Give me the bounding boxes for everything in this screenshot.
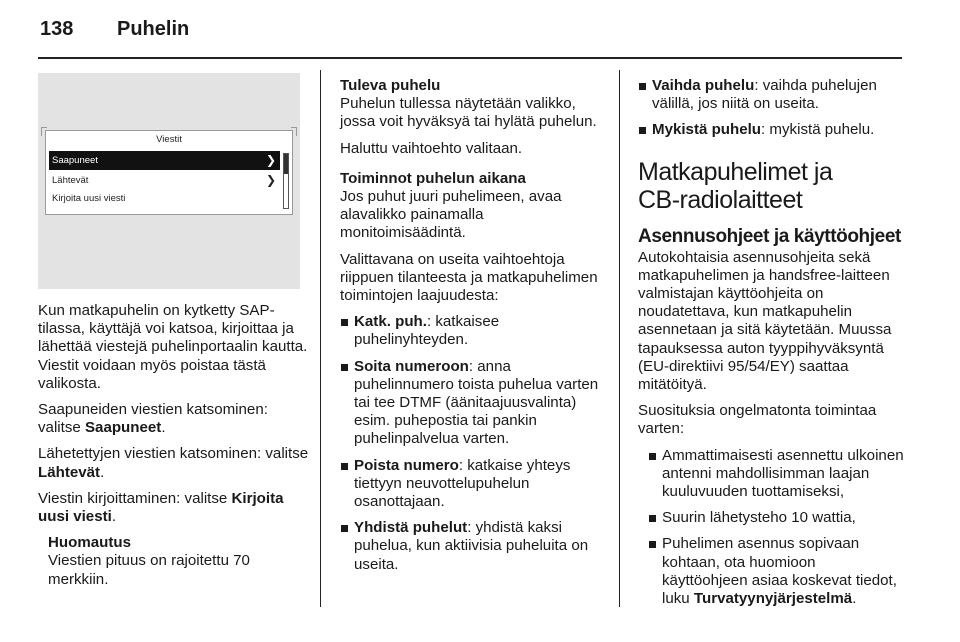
screen-title: Viestit <box>156 134 182 145</box>
inbox-instruction: Saapuneiden viestien katsominen: valitse Saapuneet. <box>38 401 268 437</box>
list-item: Katk. puh.: katkaisee puhelinyhteyden. <box>340 313 606 349</box>
choose-option-text: Haluttu vaihtoehto valitaan. <box>340 139 523 157</box>
column-3 <box>638 77 904 616</box>
column-2 <box>340 77 606 582</box>
recommendations-text: Suosituksia ongelmatonta toimintaa varten: <box>638 402 877 438</box>
scrollbar[interactable] <box>283 153 289 209</box>
installation-text: Autokohtaisia asennusohjeita sekä matkapuhelimen ja handsfree-laitteen valmistajan käyttöohjeita on noudatettava, kun matkapuhelin asennetaan ja sitä käytetään. Muussa tapauksessa auton tyyppihyväksyntä (EU-direktiivi 95/54/EY) saattaa mitätöityä. <box>638 248 892 394</box>
display-screen-figure <box>38 73 300 289</box>
note-title: Huomautus <box>48 534 132 552</box>
menu-item-outbox[interactable] <box>49 171 280 190</box>
incoming-call-text: Puhelun tullessa näytetään valikko, jossa voit hyväksyä tai hylätä puhelun. <box>340 95 597 131</box>
page-header <box>40 18 189 41</box>
page-title: Puhelin <box>117 18 190 40</box>
page-number: 138 <box>40 18 74 40</box>
column-1 <box>38 302 310 597</box>
menu-item-label: Saapuneet <box>52 155 98 166</box>
list-item: Soita numeroon: anna puhelinnumero toista puhelua varten tai tee DTMF (äänitaajuusvalinta) esim. puhepostia tai pankin puhelinpalvelua varten. <box>340 358 606 449</box>
messages-screen <box>45 130 293 215</box>
header-rule <box>38 57 902 59</box>
section-subtitle: Asennusohjeet ja käyttöohjeet <box>638 225 901 247</box>
section-title: Matkapuhelimet ja CB-radiolaitteet <box>638 157 833 214</box>
note-box <box>38 534 310 589</box>
list-item: Poista numero: katkaise yhteys tiettyyn neuvottelupuhelun osanottajaan. <box>340 457 606 512</box>
intro-paragraph: Kun matkapuhelin on kytketty SAP-tilassa, käyttäjä voi katsoa, kirjoittaa ja lähettää viestejä puhelinportaalin kautta. Viestit voidaan myös poistaa tästä valikosta. <box>38 302 308 392</box>
chevron-right-icon: ❯ <box>265 153 276 167</box>
options-text: Valittavana on useita vaihtoehtoja riippuen tilanteesta ja matkapuhelimen toimintojen laajuudesta: <box>340 250 598 305</box>
menu-item-label: Lähtevät <box>52 175 89 186</box>
list-item: Ammattimaisesti asennettu ulkoinen antenni mahdollisimman laajan kuuluvuuden tuottamiseksi, <box>648 447 904 502</box>
menu-item-new-message[interactable] <box>49 189 280 208</box>
in-call-text: Jos puhut juuri puhelimeen, avaa alavalikko painamalla monitoimisäädintä. <box>340 188 562 242</box>
list-item: Yhdistä puhelut: yhdistä kaksi puhelua, kun aktiivisia puheluita on useita. <box>340 519 606 574</box>
note-text: Viestien pituus on rajoitettu 70 merkkiin. <box>48 552 250 588</box>
list-item: Vaihda puhelu: vaihda puhelujen välillä, jos niitä on useita. <box>638 77 904 113</box>
compose-instruction: Viestin kirjoittaminen: valitse Kirjoita uusi viesti. <box>38 489 284 526</box>
incoming-call-heading: Tuleva puhelu <box>340 77 441 94</box>
outbox-instruction: Lähetettyjen viestien katsominen: valitse Lähtevät. <box>38 445 309 481</box>
menu-item-label: Kirjoita uusi viesti <box>52 193 126 204</box>
column-divider-1 <box>320 70 321 607</box>
list-item: Puhelimen asennus sopivaan kohtaan, ota huomioon käyttöohjeen asiaa koskevat tiedot, luku Turvatyynyjärjestelmä. <box>648 535 904 608</box>
list-item: Mykistä puhelu: mykistä puhelu. <box>638 121 904 139</box>
scroll-thumb[interactable] <box>284 154 288 174</box>
list-item: Suurin lähetysteho 10 wattia, <box>648 509 904 527</box>
menu-item-inbox[interactable] <box>49 151 280 170</box>
column-divider-2 <box>619 70 620 607</box>
chevron-right-icon: ❯ <box>265 173 276 187</box>
in-call-functions-heading: Toiminnot puhelun aikana <box>340 169 526 187</box>
